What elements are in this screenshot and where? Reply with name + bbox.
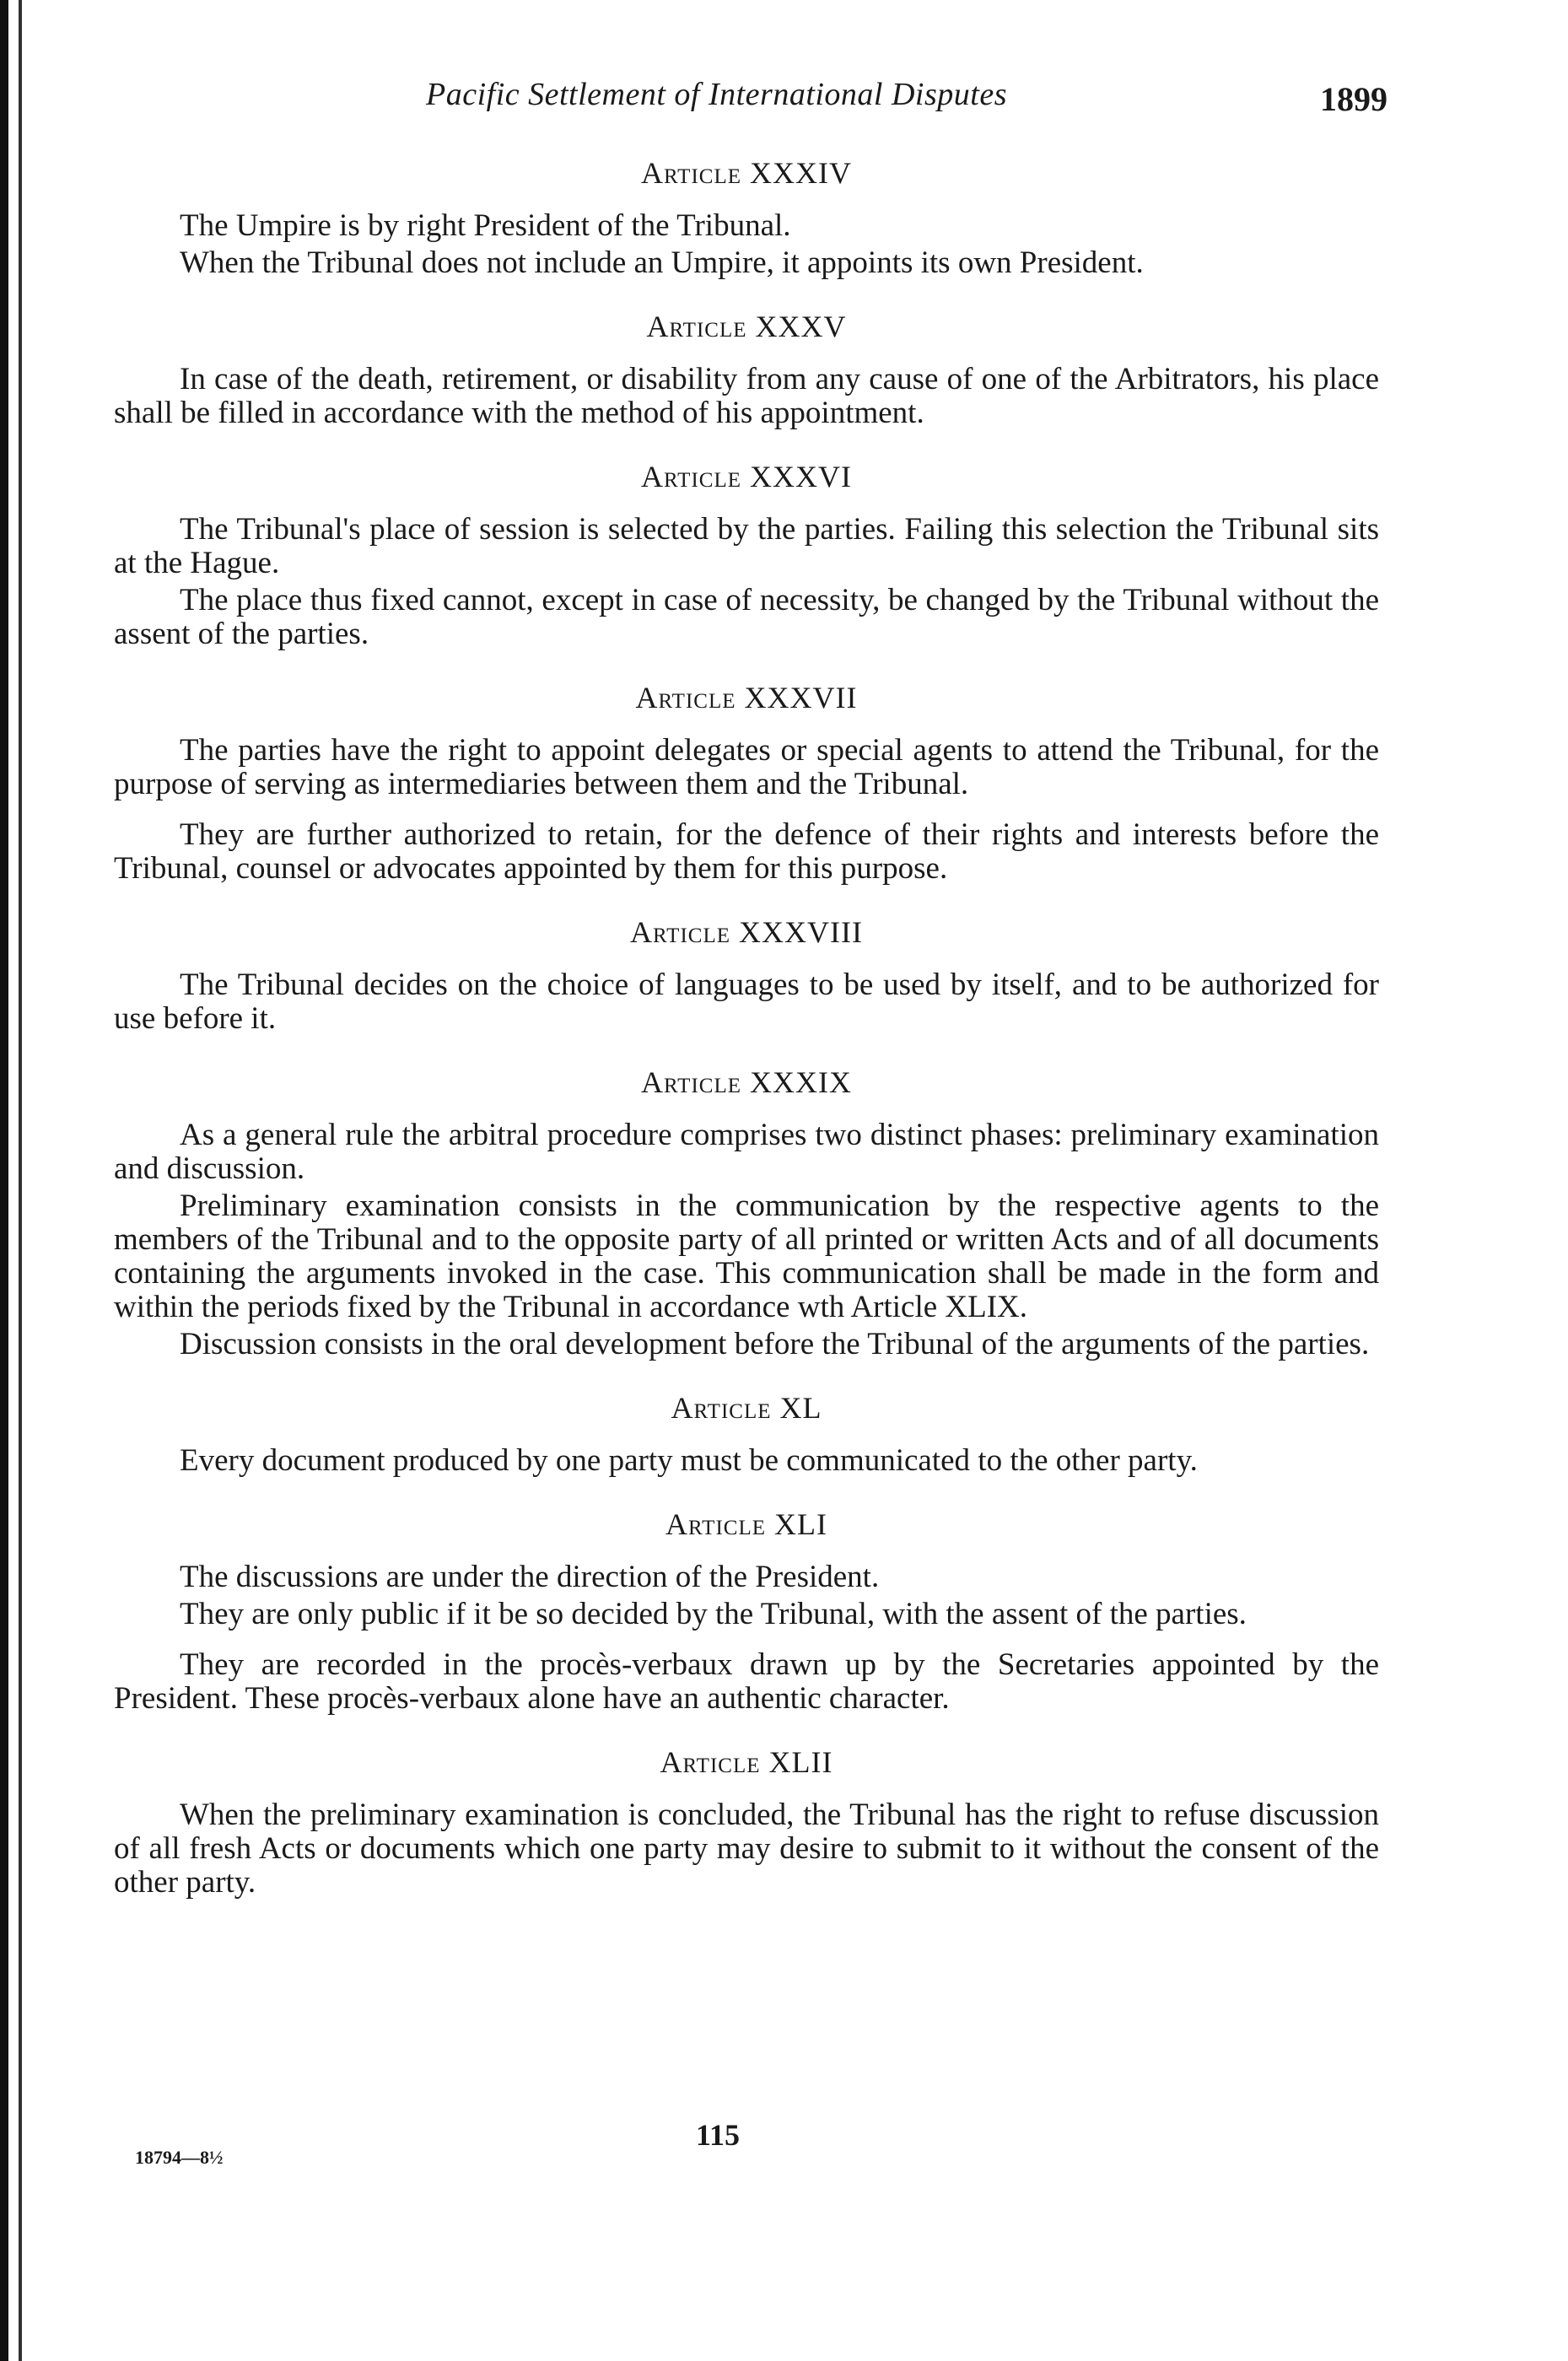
article-paragraph: When the Tribunal does not include an Umpire, it appoints its own President. (180, 245, 1144, 280)
article-paragraph: Preliminary examination consists in the communication by the respective agents to the members of the Tribunal and to the opposite party of all printed or written Acts and of all documents containing the arguments invoked in the case. This communication shall be made in the form and within the periods fixed by the Tribunal in accordance wth Article XLIX. (114, 1189, 1379, 1324)
article-xli (114, 1507, 1379, 1716)
article-heading: Article XL (671, 1391, 822, 1425)
article-paragraph: Discussion consists in the oral development before the Tribunal of the arguments of the parties. (180, 1327, 1370, 1361)
article-paragraph: The discussions are under the direction of the President. (180, 1560, 880, 1594)
binding-line (19, 0, 22, 2361)
article-xlii (114, 1744, 1379, 1900)
article-xxxvii (114, 680, 1379, 886)
article-paragraph: They are recorded in the procès-verbaux drawn up by the Secretaries appointed by the President. These procès-verbaux alone have an authentic character. (114, 1647, 1379, 1716)
article-heading: Article XXXV (646, 310, 847, 343)
page-number: 115 (696, 2118, 741, 2152)
running-title: Pacific Settlement of International Disputes (426, 77, 1007, 112)
article-paragraph: They are further authorized to retain, for the defence of their rights and interests before the Tribunal, counsel or advocates appointed by them for this purpose. (114, 817, 1379, 886)
print-code: 18794—8½ (135, 2147, 224, 2168)
article-xl (114, 1390, 1379, 1478)
article-heading: Article XXXIV (641, 156, 852, 190)
binding-edge (0, 0, 8, 2361)
running-head (114, 67, 1387, 143)
article-heading: Article XLI (665, 1507, 827, 1541)
article-paragraph: As a general rule the arbitral procedure comprises two distinct phases: preliminary examination and discussion. (114, 1118, 1379, 1186)
article-paragraph: The Tribunal's place of session is selected by the parties. Failing this selection the Tribunal sits at the Hague. (114, 512, 1379, 580)
article-paragraph: The parties have the right to appoint delegates or special agents to attend the Tribunal, for the purpose of serving as intermediaries between them and the Tribunal. (114, 733, 1379, 801)
article-heading: Article XLII (660, 1745, 833, 1779)
article-heading: Article XXXVI (641, 460, 852, 493)
article-paragraph: They are only public if it be so decided by the Tribunal, with the assent of the parties. (180, 1597, 1247, 1631)
article-paragraph: Every document produced by one party must be communicated to the other party. (180, 1443, 1198, 1478)
page-year: 1899 (1320, 80, 1387, 118)
article-paragraph: The Umpire is by right President of the Tribunal. (180, 208, 791, 243)
article-xxxv (114, 309, 1379, 430)
article-xxxviii (114, 914, 1379, 1036)
article-xxxiv (114, 155, 1379, 280)
document-page (114, 67, 1387, 2345)
article-xxxix (114, 1065, 1379, 1361)
article-heading: Article XXXIX (641, 1065, 852, 1099)
article-paragraph: The place thus fixed cannot, except in case of necessity, be changed by the Tribunal without the assent of the parties. (114, 583, 1379, 651)
article-paragraph: The Tribunal decides on the choice of languages to be used by itself, and to be authorized for use before it. (114, 968, 1379, 1036)
article-paragraph: When the preliminary examination is concluded, the Tribunal has the right to refuse discussion of all fresh Acts or documents which one party may desire to submit to it without the consent of the other party. (114, 1798, 1379, 1900)
article-xxxvi (114, 459, 1379, 651)
article-paragraph: In case of the death, retirement, or disability from any cause of one of the Arbitrators, his place shall be filled in accordance with the method of his appointment. (114, 362, 1379, 430)
article-heading: Article XXXVII (635, 681, 858, 714)
article-heading: Article XXXVIII (630, 915, 863, 949)
